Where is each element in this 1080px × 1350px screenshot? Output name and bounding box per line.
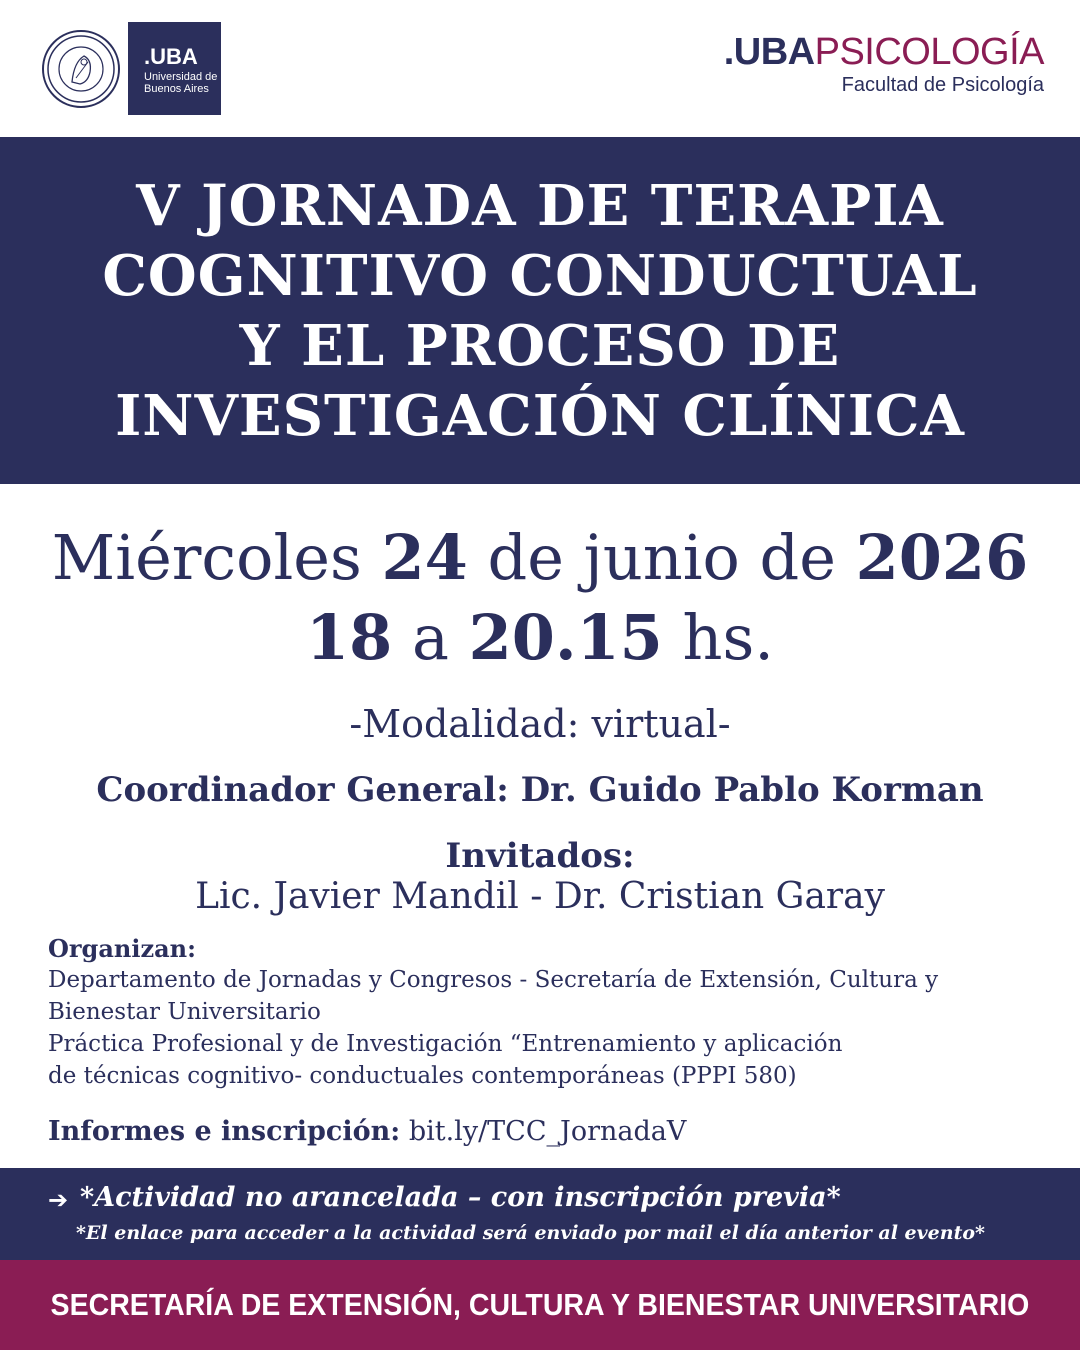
notice-band xyxy=(0,1168,1080,1260)
event-date-block xyxy=(0,518,1080,678)
brand-facultad: Facultad de Psicología xyxy=(841,74,1044,96)
brand-psicologia: PSICOLOGÍA xyxy=(814,31,1044,73)
title-line: Y EL PROCESO DE xyxy=(239,312,841,379)
time-unit: hs. xyxy=(682,601,775,674)
modalidad: -Modalidad: virtual- xyxy=(349,702,731,746)
informes-label: Informes e inscripción: xyxy=(48,1116,401,1147)
organizan-line: Departamento de Jornadas y Congresos - Secretaría de Extensión, Cultura y xyxy=(48,967,939,993)
brand-uba: .UBA xyxy=(723,31,815,73)
informes xyxy=(48,1116,686,1147)
organizan-heading: Organizan: xyxy=(48,934,196,963)
organizan-line: Bienestar Universitario xyxy=(48,999,321,1025)
footer-text: SECRETARÍA DE EXTENSIÓN, CULTURA Y BIENESTAR UNIVERSITARIO xyxy=(50,1287,1030,1322)
notice-line-2: *El enlace para acceder a la actividad será enviado por mail el día anterior al evento* xyxy=(76,1222,985,1244)
time-end: 20.15 xyxy=(468,601,663,674)
registration-link[interactable]: bit.ly/TCC_JornadaV xyxy=(408,1116,687,1147)
coordinador: Coordinador General: Dr. Guido Pablo Korman xyxy=(96,770,984,810)
date-weekday: Miércoles xyxy=(51,521,362,594)
invitados-names: Lic. Javier Mandil - Dr. Cristian Garay xyxy=(195,876,885,917)
header xyxy=(0,0,1080,136)
footer-band xyxy=(0,1260,1080,1350)
title-line: V JORNADA DE TERAPIA xyxy=(136,172,944,239)
invitados-heading: Invitados: xyxy=(445,836,635,876)
organizan-line: de técnicas cognitivo- conductuales contemporáneas (PPPI 580) xyxy=(48,1063,797,1089)
title-band xyxy=(0,137,1080,484)
event-date xyxy=(0,518,1080,598)
right-arrow-icon: ➔ xyxy=(48,1186,69,1214)
uba-psicologia-logo xyxy=(724,32,1044,97)
time-sep: a xyxy=(411,601,449,674)
organizan-section xyxy=(48,934,1038,1092)
notice-line-1: *Actividad no arancelada – con inscripción previa* xyxy=(80,1182,841,1213)
title-line: INVESTIGACIÓN CLÍNICA xyxy=(115,382,965,449)
university-seal-icon xyxy=(42,30,120,108)
title-line: COGNITIVO CONDUCTUAL xyxy=(102,242,978,309)
uba-logo-name-2: Buenos Aires xyxy=(144,83,209,95)
date-year: 2026 xyxy=(855,521,1029,594)
date-month: de junio de xyxy=(487,521,836,594)
event-time xyxy=(0,598,1080,678)
time-start: 18 xyxy=(305,601,393,674)
uba-logo-mark: .UBA xyxy=(144,44,198,69)
uba-logo xyxy=(128,22,221,115)
date-day: 24 xyxy=(381,521,468,594)
organizan-line: Práctica Profesional y de Investigación “Entrenamiento y aplicación xyxy=(48,1031,843,1057)
uba-logo-name-1: Universidad de xyxy=(144,71,218,83)
